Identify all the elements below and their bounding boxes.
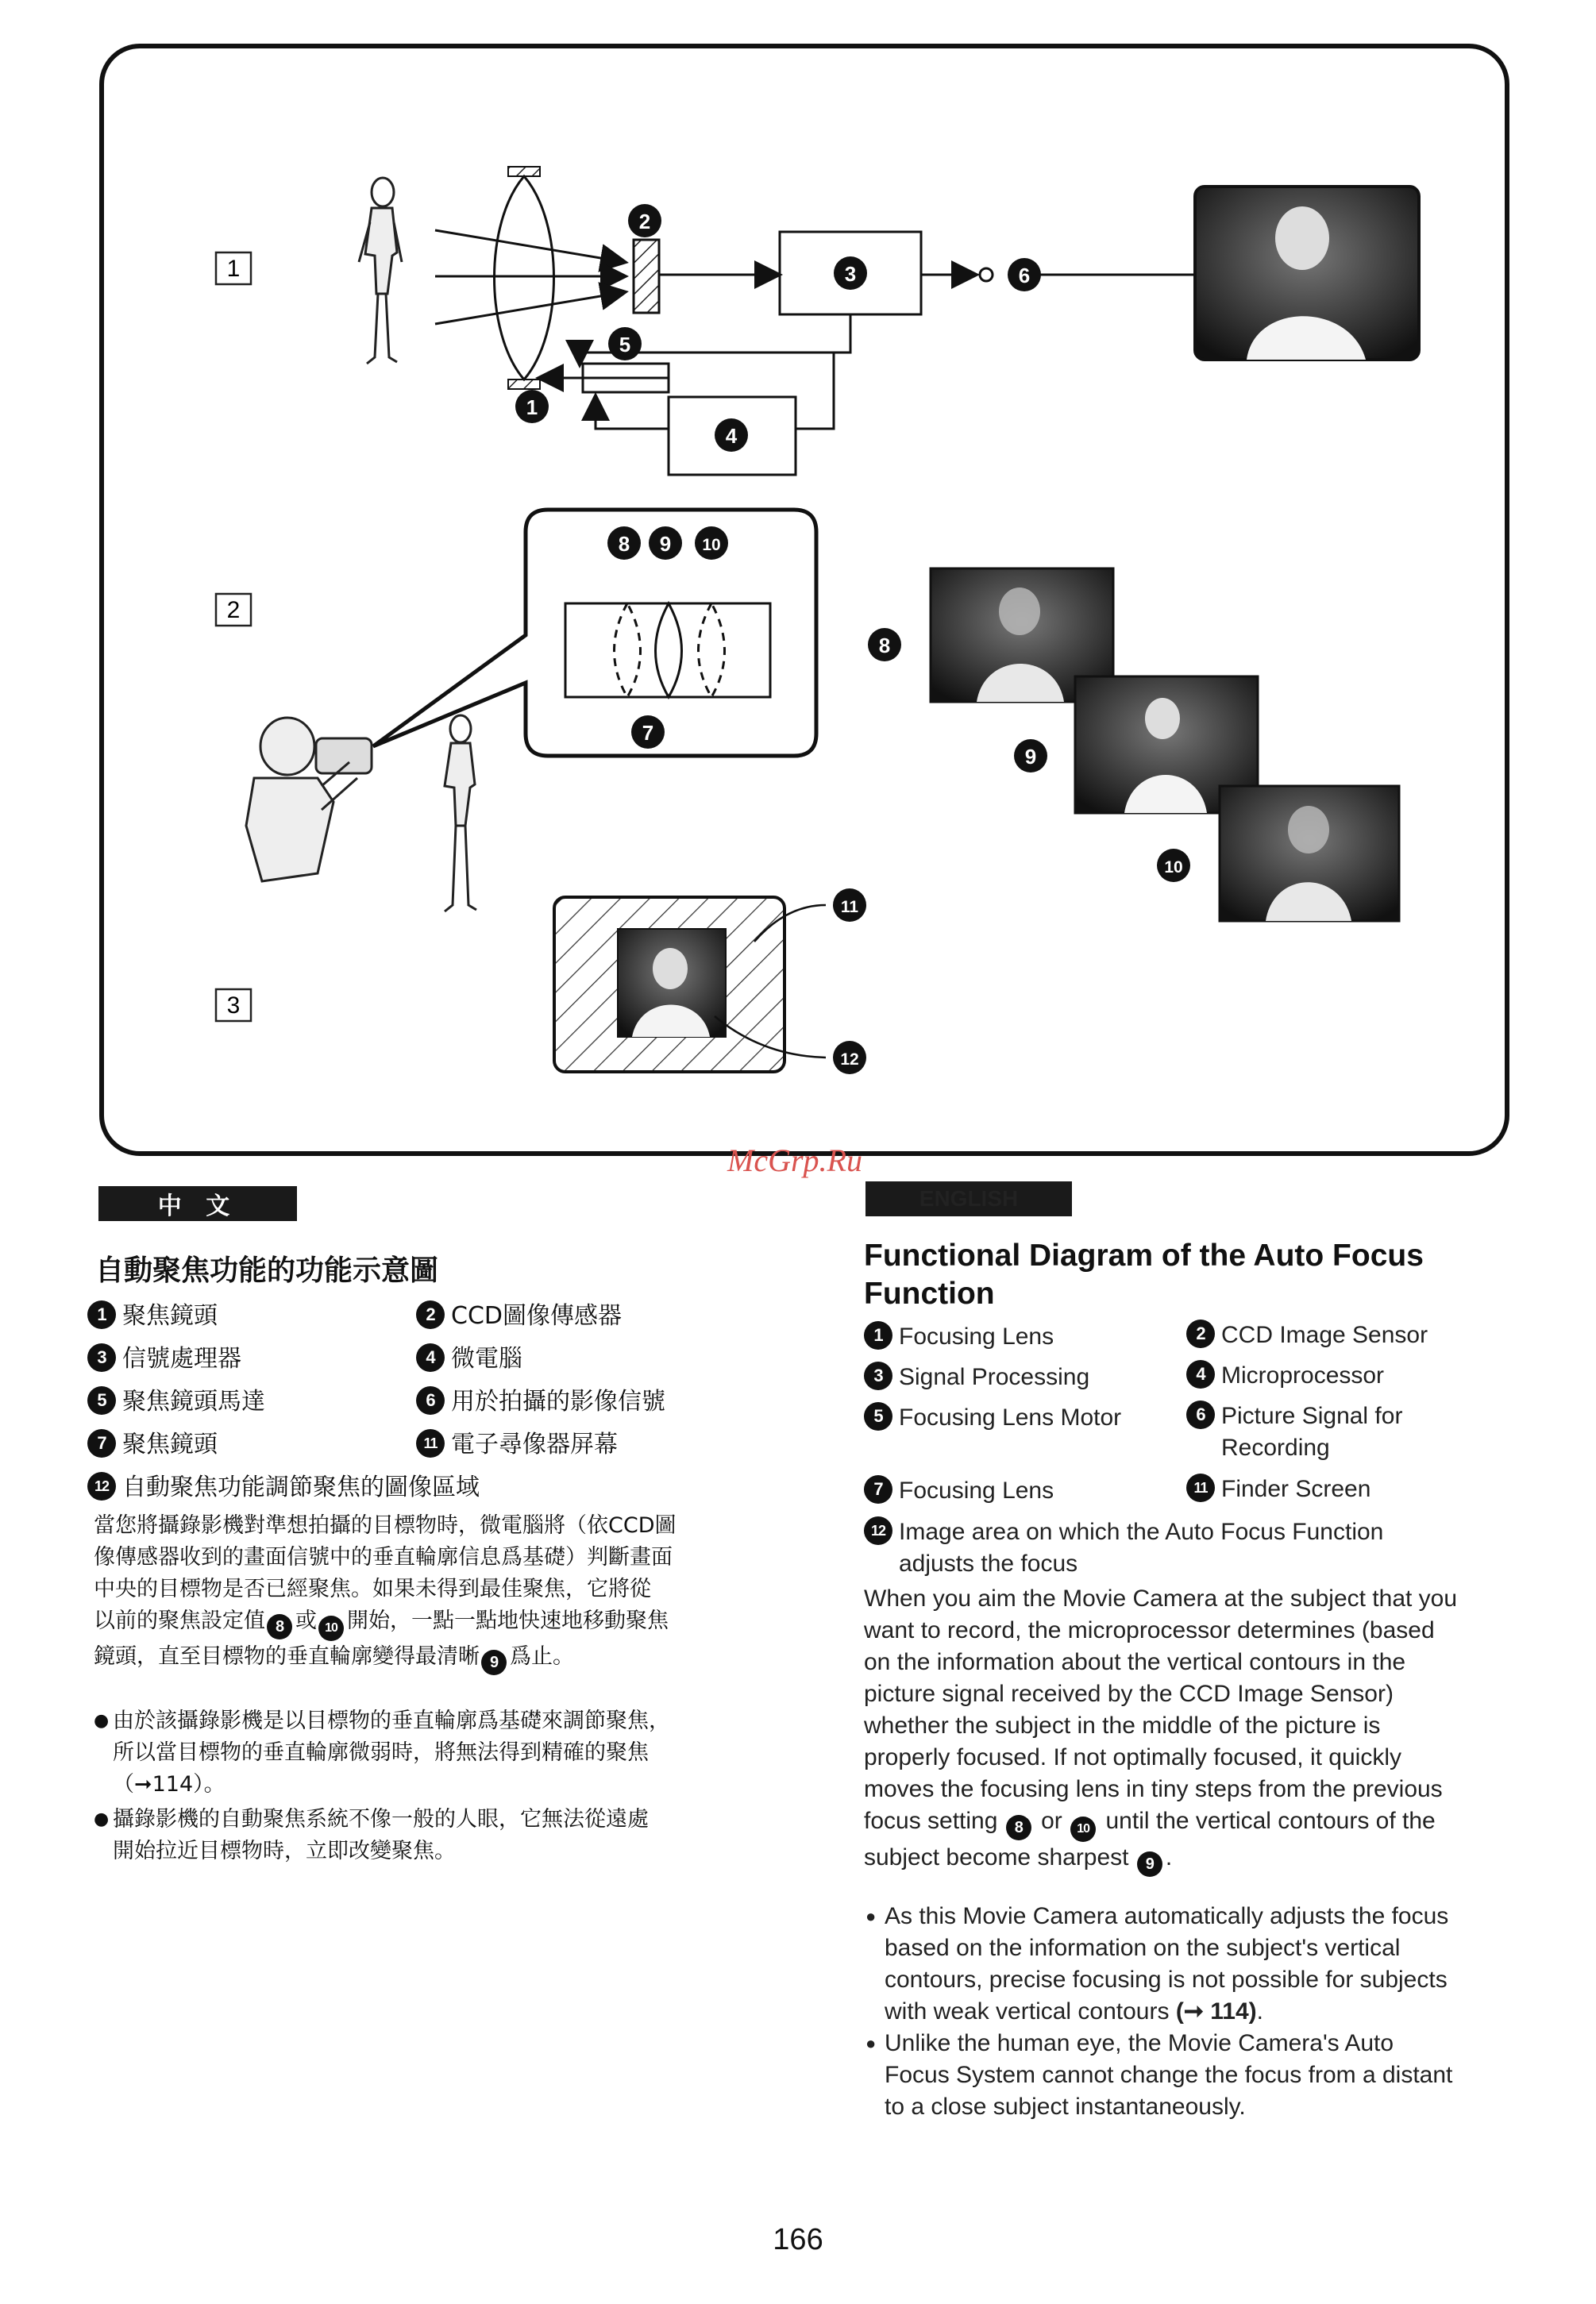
en-body	[864, 1583, 1563, 1877]
en-body-line-1: When you aim the Movie Camera at the subject that you	[864, 1585, 1458, 1612]
zh-bullet-1-line-1: 由於該攝錄影機是以目標物的垂直輪廓爲基礎來調節聚焦，	[113, 1709, 670, 1733]
zh-body-line-4c: 開始，一點一點地快速地移動聚焦	[347, 1609, 669, 1633]
zh-legend-5-num: 5	[87, 1386, 116, 1415]
en-body-line-7: moves the focusing lens in tiny steps from the previous	[864, 1776, 1443, 1802]
zh-body-line-5a: 鏡頭，直至目標物的垂直輪廓變得最清晰	[94, 1644, 480, 1669]
callout-6-text: 6	[1018, 264, 1031, 287]
en-legend-2-num: 2	[1186, 1320, 1215, 1348]
callout-6	[1008, 258, 1041, 291]
page-number: 166	[773, 2223, 823, 2256]
en-legend-7-text: Focusing Lens	[899, 1478, 1054, 1504]
row-label-3	[216, 989, 251, 1021]
en-body-line-5: whether the subject in the middle of the picture is	[864, 1713, 1381, 1739]
callout-5-text: 5	[619, 333, 631, 356]
zh-inline-10: 10	[318, 1616, 344, 1641]
en-bullet-2-line-2: Focus System cannot change the focus from a distant	[885, 2062, 1453, 2088]
en-legend-7-num: 7	[864, 1475, 892, 1504]
zh-body-line-5	[94, 1641, 745, 1675]
en-legend-6	[1186, 1401, 1402, 1464]
zh-legend-3	[87, 1343, 241, 1375]
en-legend-5-text: Focusing Lens Motor	[899, 1404, 1122, 1431]
en-legend-12-text: Image area on which the Auto Focus Function	[899, 1519, 1384, 1545]
en-bullet-1-line-4c: .	[1256, 1998, 1264, 2025]
en-legend-11-num: 11	[1186, 1474, 1215, 1502]
row-label-1-text: 1	[226, 256, 241, 282]
lens-barrel	[565, 603, 770, 697]
zh-body-line-1: 當您將攝錄影機對準想拍攝的目標物時，微電腦將（依CCD圖	[94, 1513, 677, 1538]
callout-2-text: 2	[638, 210, 651, 233]
zh-legend-5-text: 聚焦鏡頭馬達	[122, 1388, 265, 1416]
zh-legend-1-num: 1	[87, 1300, 116, 1329]
zh-body-line-4	[94, 1605, 745, 1641]
en-legend-12-num: 12	[864, 1516, 892, 1545]
en-legend-4	[1186, 1360, 1384, 1392]
zh-bullet-1-line-3: （➞114）。	[113, 1772, 226, 1797]
zh-legend-7-text: 聚焦鏡頭	[122, 1431, 218, 1458]
en-legend-12	[864, 1516, 1383, 1580]
zh-body-line-4a: 以前的聚焦設定值	[94, 1609, 265, 1633]
callout-9-lens	[649, 526, 682, 560]
en-legend-2-text: CCD Image Sensor	[1221, 1322, 1428, 1348]
callout-7	[631, 715, 665, 749]
row-label-2	[216, 594, 251, 626]
callout-1-text: 1	[526, 395, 538, 419]
zh-legend-3-text: 信號處理器	[122, 1345, 241, 1373]
chinese-tab: 中 文	[98, 1186, 297, 1221]
zh-legend-11-text: 電子尋像器屏幕	[451, 1431, 618, 1458]
row-label-3-text: 3	[226, 992, 241, 1019]
en-body-line-8a: focus setting	[864, 1808, 998, 1834]
en-legend-1-text: Focusing Lens	[899, 1323, 1054, 1350]
en-bullet-1-line-4	[885, 1996, 1448, 2028]
zh-legend-11	[416, 1429, 618, 1461]
en-inline-9: 9	[1137, 1851, 1162, 1877]
english-title	[864, 1237, 1424, 1313]
en-legend-3-text: Signal Processing	[899, 1364, 1090, 1390]
en-body-line-4: picture signal received by the CCD Image Sensor)	[864, 1681, 1394, 1707]
en-bullet-1-line-4b: (➞ 114)	[1175, 1998, 1257, 2025]
en-bullet-1-line-4a: with weak vertical contours	[885, 1998, 1176, 2025]
en-legend-3-num: 3	[864, 1362, 892, 1390]
english-title-line-1: Functional Diagram of the Auto Focus	[864, 1239, 1424, 1273]
zh-legend-2-num: 2	[416, 1300, 445, 1329]
en-body-line-6: properly focused. If not optimally focused, it quickly	[864, 1744, 1401, 1770]
en-body-line-9b: .	[1165, 1844, 1173, 1871]
zh-inline-8: 8	[267, 1614, 292, 1639]
en-legend-11-text: Finder Screen	[1221, 1476, 1371, 1502]
callout-8-lens	[607, 526, 641, 560]
en-legend-6-num: 6	[1186, 1401, 1215, 1429]
en-body-line-8b: or	[1041, 1808, 1062, 1834]
callout-10-lens-text: 10	[702, 536, 721, 554]
callout-8-lens-text: 8	[618, 532, 630, 556]
callout-3	[834, 256, 867, 290]
zh-bullet-2-line-2: 開始拉近目標物時，立即改變聚焦。	[113, 1839, 456, 1863]
zh-legend-12-text: 自動聚焦功能調節聚焦的圖像區域	[122, 1474, 480, 1501]
zh-legend-6	[416, 1386, 665, 1418]
callout-12-text: 12	[840, 1050, 859, 1069]
callout-9-lens-text: 9	[659, 532, 672, 556]
focusing-lens-1	[495, 167, 554, 389]
zh-legend-1	[87, 1300, 218, 1332]
en-inline-8: 8	[1006, 1815, 1031, 1840]
callout-4-text: 4	[725, 424, 738, 448]
zh-legend-6-num: 6	[416, 1386, 445, 1415]
chinese-title: 自動聚焦功能的功能示意圖	[95, 1254, 439, 1287]
en-legend-1	[864, 1321, 1054, 1353]
callout-9-photo	[1014, 739, 1047, 772]
english-tab: ENGLISH	[865, 1181, 1072, 1216]
callout-10-photo-text: 10	[1164, 858, 1183, 877]
callout-8-photo-text: 8	[878, 634, 891, 657]
zh-legend-6-text: 用於拍攝的影像信號	[451, 1388, 665, 1416]
zh-inline-9: 9	[481, 1650, 507, 1675]
en-body-line-9	[864, 1842, 1563, 1877]
en-bullet-1-line-2: based on the information on the subject's vertical	[885, 1935, 1401, 1961]
monitor-photo	[1195, 187, 1419, 360]
row-label-1	[216, 252, 251, 284]
camera-operator-figure	[246, 718, 372, 881]
en-bullet-2: ● Unlike the human eye, the Movie Camera's Auto Focus System cannot change the focus from a distant to a close subject instantaneously.	[865, 2028, 1564, 2123]
zh-legend-1-text: 聚焦鏡頭	[122, 1302, 218, 1330]
callout-2	[628, 204, 661, 237]
zh-legend-4-num: 4	[416, 1343, 445, 1372]
callout-9-photo-text: 9	[1024, 745, 1037, 769]
callout-12	[833, 1041, 866, 1074]
zh-body-line-4b: 或	[295, 1609, 317, 1633]
en-bullet-1-line-1: As this Movie Camera automatically adjusts the focus	[885, 1903, 1449, 1929]
en-legend-11	[1186, 1474, 1370, 1505]
en-legend-4-text: Microprocessor	[1221, 1362, 1385, 1389]
zh-legend-4	[416, 1343, 522, 1375]
row-label-2-text: 2	[226, 597, 241, 623]
woman-figure-2	[445, 715, 476, 911]
en-legend-2	[1186, 1320, 1428, 1351]
en-body-line-3: on the information about the vertical contours in the	[864, 1649, 1406, 1675]
callout-4	[715, 418, 748, 452]
en-legend-5	[864, 1402, 1121, 1434]
zh-legend-2	[416, 1300, 622, 1332]
en-legend-6-text-2: Recording	[1221, 1435, 1330, 1461]
zh-bullet-1-line-2: 所以當目標物的垂直輪廓微弱時，將無法得到精確的聚焦	[113, 1740, 649, 1765]
en-inline-10: 10	[1070, 1817, 1096, 1842]
en-legend-12-text-2: adjusts the focus	[899, 1551, 1078, 1577]
finder-screen	[554, 897, 785, 1072]
en-body-line-2: want to record, the microprocessor determines (based	[864, 1617, 1435, 1643]
zh-bullet-1: ● 由於該攝錄影機是以目標物的垂直輪廓爲基礎來調節聚焦， 所以當目標物的垂直輪廓微弱時，將無法得到精確的聚焦 （➞114）。	[94, 1705, 745, 1801]
en-legend-6-text: Picture Signal for	[1221, 1403, 1403, 1429]
en-legend-7	[864, 1475, 1054, 1507]
zh-legend-5	[87, 1386, 265, 1418]
callout-8-photo	[868, 628, 901, 661]
en-body-line-8c: until the vertical contours of the	[1105, 1808, 1436, 1834]
en-bullet-1: ● As this Movie Camera automatically adjusts the focus based on the information on the subject's vertical contours, precise focusing is not possible for subjects with weak vertical contours (➞ 114).	[865, 1901, 1564, 2028]
zh-bullet-2: ● 攝錄影機的自動聚焦系統不像一般的人眼，它無法從遠處 開始拉近目標物時，立即改變聚焦。	[94, 1804, 745, 1867]
woman-figure-1	[359, 178, 402, 364]
focus-photo-10	[1220, 786, 1399, 921]
en-body-line-9a: subject become sharpest	[864, 1844, 1129, 1871]
en-body-line-8	[864, 1805, 1563, 1842]
en-bullet-2-line-3: to a close subject instantaneously.	[885, 2094, 1246, 2120]
callout-3-text: 3	[844, 262, 857, 286]
zh-body-line-5b: 爲止。	[510, 1644, 574, 1669]
en-legend-4-num: 4	[1186, 1360, 1215, 1389]
callout-11	[833, 888, 866, 922]
en-legend-5-num: 5	[864, 1402, 892, 1431]
en-bullet-2-line-1: Unlike the human eye, the Movie Camera's Auto	[885, 2030, 1394, 2056]
zh-legend-3-num: 3	[87, 1343, 116, 1372]
zh-body-line-2: 像傳感器收到的畫面信號中的垂直輪廓信息爲基礎）判斷畫面	[94, 1545, 673, 1570]
callout-10-lens	[695, 526, 728, 560]
zh-legend-7-num: 7	[87, 1429, 116, 1458]
callout-10-photo	[1157, 849, 1190, 882]
ccd-sensor	[634, 240, 659, 313]
callout-11-text: 11	[840, 898, 859, 916]
callout-1	[515, 390, 549, 423]
english-title-line-2: Function	[864, 1277, 995, 1311]
watermark: McGrp.Ru	[727, 1142, 862, 1178]
zh-legend-2-text: CCD圖像傳感器	[451, 1302, 622, 1330]
callout-7-text: 7	[642, 721, 654, 745]
en-legend-1-num: 1	[864, 1321, 892, 1350]
zh-legend-12-num: 12	[87, 1472, 116, 1501]
en-legend-3	[864, 1362, 1089, 1393]
zh-legend-12	[87, 1472, 480, 1504]
callout-5	[608, 327, 642, 360]
zh-legend-4-text: 微電腦	[451, 1345, 522, 1373]
zh-legend-7	[87, 1429, 218, 1461]
zh-body	[94, 1510, 745, 1675]
zh-legend-11-num: 11	[416, 1429, 445, 1458]
zh-bullet-2-line-1: 攝錄影機的自動聚焦系統不像一般的人眼，它無法從遠處	[113, 1807, 649, 1832]
en-bullet-1-line-3: contours, precise focusing is not possible for subjects	[885, 1967, 1448, 1993]
zh-body-line-3: 中央的目標物是否已經聚焦。如果未得到最佳聚焦，它將從	[94, 1577, 651, 1601]
